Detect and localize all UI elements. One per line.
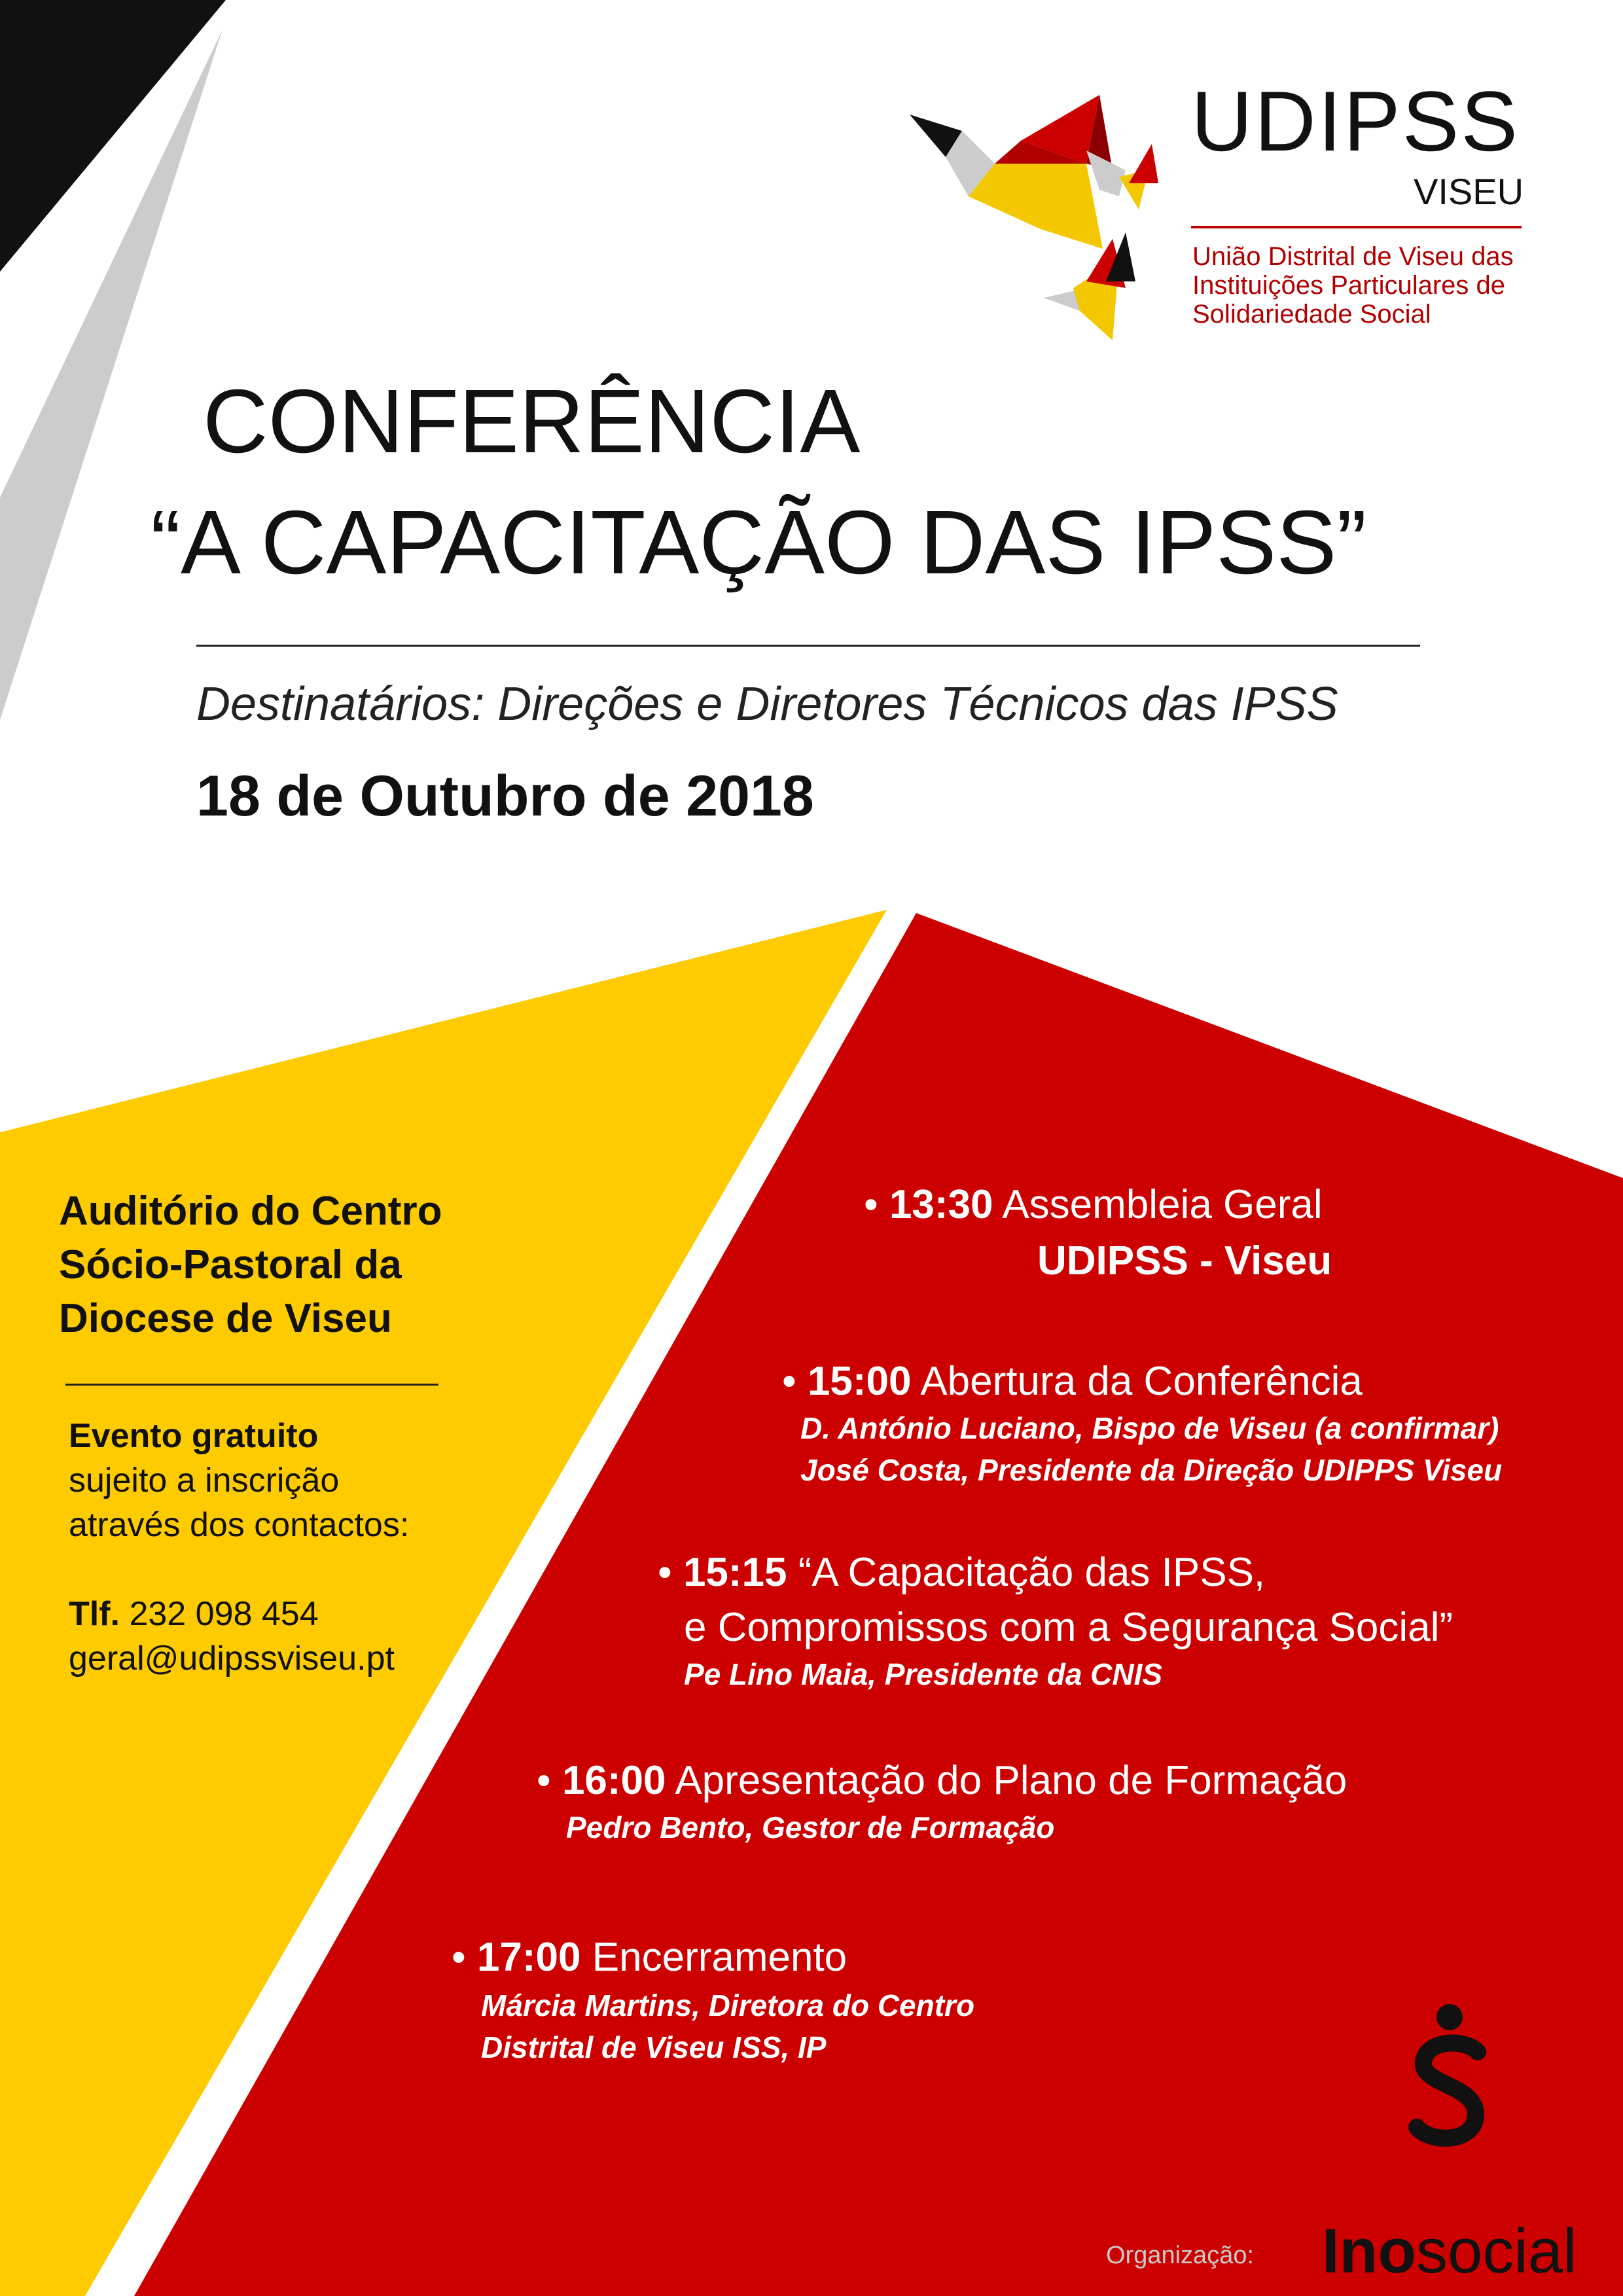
organizer-label: Organização: <box>1106 2242 1255 2269</box>
bullet-icon: • <box>537 1758 562 1803</box>
logo-description <box>1192 242 1533 329</box>
program-item <box>864 1182 1332 1283</box>
logo-description-line: União Distrital de Viseu das <box>1192 242 1514 271</box>
organizer-name-regular: social <box>1416 2216 1577 2286</box>
title-divider <box>196 645 1420 647</box>
phone-line <box>69 1592 409 1636</box>
event-info <box>69 1414 409 1681</box>
program-time: 16:00 <box>562 1758 666 1803</box>
program-title: Abertura da Conferência <box>920 1359 1363 1404</box>
logo-title: UDIPSS <box>1191 73 1520 169</box>
logo-divider <box>1191 226 1522 228</box>
phone-number: 232 098 454 <box>129 1595 319 1633</box>
program-item <box>658 1552 1453 1695</box>
program-title: Apresentação do Plano de Formação <box>675 1758 1347 1803</box>
program-time: 13:30 <box>889 1182 993 1227</box>
venue-line: Diocese de Viseu <box>59 1296 392 1341</box>
program-speaker: UDIPSS - Viseu <box>1037 1238 1332 1283</box>
bullet-icon: • <box>658 1550 683 1595</box>
audience-text: Destinatários: Direções e Diretores Técnicos das IPSS <box>196 678 1338 730</box>
program-title: “A Capacitação das IPSS, <box>798 1550 1266 1595</box>
venue-line: Auditório do Centro <box>59 1189 442 1234</box>
event-info-line: sujeito a inscrição <box>69 1462 340 1499</box>
conference-title: CONFERÊNCIA <box>203 371 861 472</box>
program-speaker: José Costa, Presidente da Direção UDIPPS Viseu <box>800 1453 1503 1487</box>
program-item <box>452 1937 974 2068</box>
event-date: 18 de Outubro de 2018 <box>196 763 814 828</box>
conference-subtitle: “A CAPACITAÇÃO DAS IPSS” <box>151 492 1367 593</box>
program-speaker: Pe Lino Maia, Presidente da CNIS <box>684 1657 1163 1691</box>
bullet-icon: • <box>864 1182 889 1227</box>
bullet-icon: • <box>782 1359 808 1404</box>
organizer-name <box>1322 2215 1577 2287</box>
program-title-continued: e Compromissos com a Segurança Social” <box>684 1605 1454 1650</box>
organizer-name-bold: Ino <box>1322 2216 1416 2286</box>
logo-description-line: Instituições Particulares de <box>1192 271 1506 300</box>
program-time: 17:00 <box>476 1935 581 1980</box>
free-event-label: Evento gratuito <box>69 1417 319 1455</box>
phone-label: Tlf. <box>69 1595 120 1633</box>
venue-block <box>59 1185 442 1346</box>
inosocial-s-icon <box>1400 2003 1499 2173</box>
program-time: 15:00 <box>807 1359 912 1404</box>
program-item <box>782 1361 1502 1491</box>
origami-birds-icon <box>890 85 1191 347</box>
program-time: 15:15 <box>683 1550 787 1595</box>
venue-line: Sócio-Pastoral da <box>59 1242 402 1287</box>
program-speaker: Pedro Bento, Gestor de Formação <box>566 1810 1055 1844</box>
program-speaker: Márcia Martins, Diretora do Centro <box>481 1988 975 2022</box>
venue-divider <box>65 1384 438 1386</box>
program-speaker: D. António Luciano, Bispo de Viseu (a confirmar) <box>800 1411 1499 1445</box>
bullet-icon: • <box>452 1935 477 1980</box>
program-item <box>537 1758 1347 1848</box>
logo-description-line: Solidariedade Social <box>1192 300 1431 329</box>
program-title: Assembleia Geral <box>1002 1182 1323 1227</box>
event-info-line: através dos contactos: <box>69 1506 410 1544</box>
program-speaker: Distrital de Viseu ISS, IP <box>481 2030 827 2064</box>
email-address: geral@udipssviseu.pt <box>69 1640 395 1677</box>
program-title: Encerramento <box>592 1935 847 1980</box>
black-corner-triangle <box>0 0 226 272</box>
spacer <box>69 1547 409 1592</box>
logo-subtitle: VISEU <box>1414 171 1524 212</box>
